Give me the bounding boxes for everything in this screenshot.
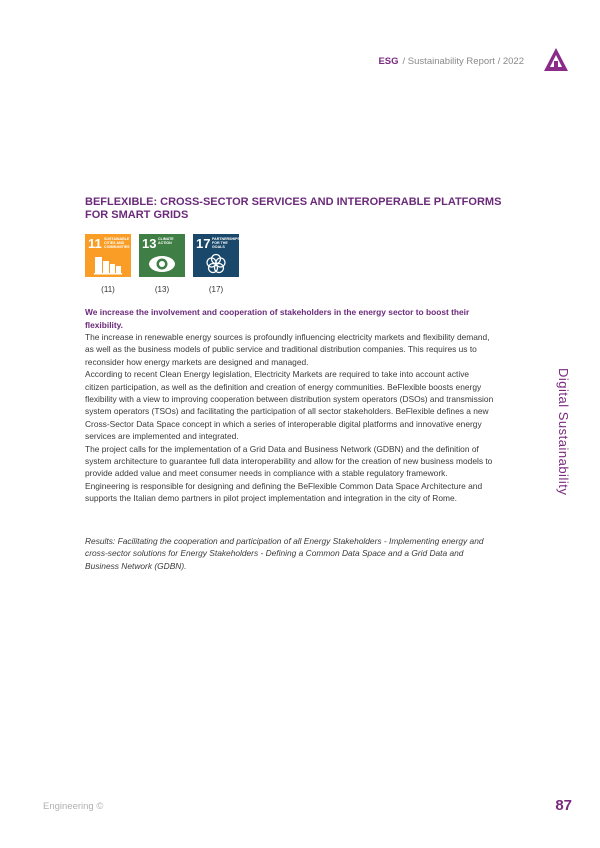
city-icon <box>85 253 131 275</box>
header-report-title: / Sustainability Report / 2022 <box>402 55 524 67</box>
header-esg: ESG <box>378 55 399 67</box>
paragraph: The project calls for the implementation of a Grid Data and Business Network (GDBN) and the definition of system architecture to guarantee full data interoperability and allow for the creation of new business models to provide added value and meet consumer needs in compliance with a stable regulatory framework. <box>85 443 493 479</box>
earth-eye-icon <box>139 253 185 275</box>
results-paragraph: Results: Facilitating the cooperation and participation of all Energy Stakeholders - Implementing energy and cross-sector solutions for Energy Stakeholders - Defining a Common Data Space and a Grid Data and Business Network (GDBN). <box>85 536 484 571</box>
sdg-13-badge <box>139 234 185 277</box>
sdg-caption: (13) <box>154 285 170 294</box>
sdg-17-badge <box>193 234 239 277</box>
sdg-number: 13 <box>142 236 157 251</box>
page-number: 87 <box>555 797 572 814</box>
paragraph: The increase in renewable energy sources is profoundly influencing electricity markets and flexibility demand, as well as the business models of public service and traditional distribution companies. This requires us to reconsider how energy markets are designed and managed. <box>85 332 490 367</box>
section-title: BEFLEXIBLE: CROSS-SECTOR SERVICES AND INTEROPERABLE PLATFORMS FOR SMART GRIDS <box>85 196 502 221</box>
body-text <box>85 331 495 505</box>
sdg-11-badge <box>85 234 131 277</box>
sdg-label: PARTNERSHIPS FOR THE GOALS <box>212 237 240 250</box>
sdg-caption: (11) <box>101 285 115 294</box>
footer-company: Engineering © <box>43 801 104 812</box>
sdg-label: CLIMATE ACTION <box>158 237 174 246</box>
report-header <box>378 52 524 70</box>
sdg-icons <box>85 234 239 277</box>
paragraph: According to recent Clean Energy legislation, Electricity Markets are required to take into account active citizen participation, as well as the definition and creation of energy communities. BeFlexible boosts energy flexibility with a view to improving cooperation between distribution system operators (DSOs) and transmission system operators (TSOs) and facilitating the participation of all sector stakeholders. BeFlexible defines a new Cross-Sector Data Space concept in which a series of interoperable digital platforms and innovative energy services are implemented and integrated. <box>85 369 494 442</box>
sdg-label: SUSTAINABLE CITIES AND COMMUNITIES <box>104 237 130 250</box>
sdg-captions <box>85 285 239 294</box>
lead-paragraph: We increase the involvement and cooperation of stakeholders in the energy sector to boost their flexibility. <box>85 307 470 330</box>
partnership-flower-icon <box>193 253 239 275</box>
side-section-label: Digital Sustainability <box>556 368 571 496</box>
sdg-caption: (17) <box>208 285 224 294</box>
sdg-number: 17 <box>196 236 211 251</box>
paragraph: Engineering is responsible for designing and defining the BeFlexible Common Data Space Architecture and supports the Italian demo partners in pilot project implementation and integration in the city of Rome. <box>85 480 483 504</box>
company-logo-icon <box>543 47 569 73</box>
sdg-number: 11 <box>88 236 102 251</box>
